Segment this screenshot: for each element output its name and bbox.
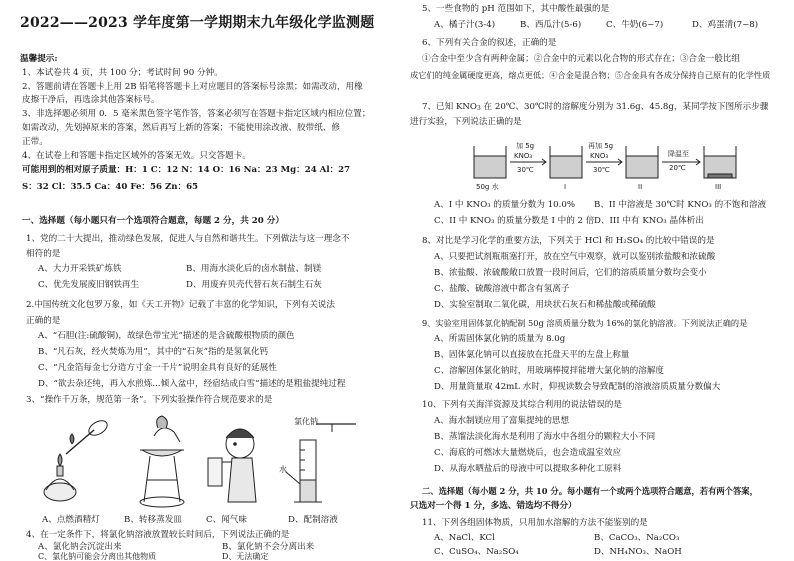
- step2-top: 再加 5g: [588, 142, 614, 150]
- measuring-cylinder-icon: [286, 424, 356, 502]
- q7-option-b: B、II 中溶液是 30℃时 KNO₃ 的不饱和溶液: [594, 200, 767, 210]
- step1-temp: 30℃: [517, 166, 534, 174]
- tip-3a: 3、非选择题必须用 0．5 毫米黑色签字笔作答，答案必须写在答题卡指定区域内相应位置；: [22, 109, 371, 119]
- beaker-0-icon: [474, 146, 506, 178]
- q1-stem-1: 1、党的二十大提出，推动绿色发展，促进人与自然和谐共生。下列做法与这一理念不: [26, 234, 350, 244]
- q11-option-b: B、CaCO₃、Na₂CO₃: [594, 533, 680, 543]
- q7-stem-2: 进行实验，下列说法正确的是: [410, 117, 522, 127]
- q2-option-b: B、“凡石灰，经火焚炼为用”，其中的“石灰”指的是氢氧化钙: [38, 347, 269, 357]
- tip-3b: 如需改动，先划掉原来的答案，然后再写上新的答案；不能使用涂改液、胶带纸、修: [22, 123, 340, 133]
- q2-stem-1: 2.中国传统文化包罗万象，如《天工开物》记载了丰富的化学知识，下列有关说法: [26, 300, 335, 310]
- step2-chem: KNO₃: [590, 152, 609, 160]
- atomic-masses-1: 可能用到的相对原子质量：H：1 C：12 N：14 O：16 Na：23 Mg：24 Al：27: [22, 165, 351, 175]
- beaker2-label: II: [638, 183, 643, 191]
- q1-option-c: C、优先发展废旧钢铁再生: [38, 280, 140, 290]
- q6-stem: 6、下列有关合金的叙述，正确的是: [422, 38, 557, 48]
- step1-top: 加 5g: [516, 142, 535, 150]
- beaker-2-icon: [626, 146, 658, 178]
- q4-option-b: B、氯化钠不会分离出来: [222, 542, 315, 552]
- q3-apparatus-figure: [32, 410, 380, 512]
- step3-temp: 20℃: [669, 164, 686, 172]
- tip-4: 4、在试卷上和答题卡指定区域外的答案无效。只交答题卡。: [22, 151, 251, 161]
- q5-option-b: B、西瓜汁(5-6): [520, 20, 582, 30]
- q7-stem-1: 7、已知 KNO3 在 20℃、30℃时的溶解度分别为 31.6g、45.8g，某同学按下图所示步骤: [422, 102, 769, 112]
- step1-chem: KNO₃: [514, 152, 533, 160]
- tips-heading: 温馨提示:: [20, 54, 58, 64]
- tip-1: 1、本试卷共 4 页，共 100 分；考试时间 90 分钟。: [22, 68, 223, 78]
- q3-option-a: A、点燃酒精灯: [42, 515, 100, 525]
- step3-top: 降温至: [668, 150, 689, 158]
- tip-3c: 正带。: [22, 137, 48, 147]
- q7-beaker-diagram: [468, 136, 768, 192]
- q5-stem: 5、一些食物的 pH 范围如下，其中酸性最强的是: [422, 4, 610, 14]
- q2-option-a: A、“石胆(注:硫酸铜)，故绿色带宝光”描述的是含硫酸根物质的颜色: [38, 331, 295, 341]
- q11-option-a: A、NaCl、KCl: [434, 533, 495, 543]
- q9-stem: 9、实验室用固体氯化钠配制 50g 溶质质量分数为 16%的氯化钠溶液。下列说法正确的是: [422, 318, 748, 328]
- step2-temp: 30℃: [593, 166, 610, 174]
- beaker-3-icon: [704, 146, 736, 178]
- q8-option-c: C、盐酸、硫酸溶液中都含有氢离子: [434, 284, 570, 294]
- q10-option-b: B、蒸馏法淡化海水是利用了海水中各组分的颗粒大小不同: [434, 432, 656, 442]
- q1-option-d: D、用废弃贝壳代替石灰石制生石灰: [186, 280, 322, 290]
- q9-option-b: B、固体氯化钠可以直接放在托盘天平的左盘上称量: [434, 350, 630, 360]
- q9-option-c: C、溶解固体氯化钠时，用玻璃棒搅拌能增大氯化钠的溶解度: [434, 366, 665, 376]
- q11-stem: 11、下列各组固体物质，只用加水溶解的方法不能鉴别的是: [422, 518, 648, 528]
- q1-option-b: B、用海水淡化后的卤水制盐、制镁: [186, 264, 322, 274]
- section2-heading-1: 二、选择题（每小题 2 分，共 10 分。每小题有一个或两个选项符合题意，若有两个答案，: [422, 486, 758, 496]
- section2-heading-2: 只选对一个得 1 分，多选、错选均不得分）: [410, 501, 577, 511]
- q7-stem-1a: 7、已知 KNO: [422, 102, 477, 112]
- atomic-masses-2: S：32 Cl：35.5 Ca：40 Fe：56 Zn：65: [22, 182, 199, 192]
- q6-line-1: ①合金中至少含有两种金属；②合金中的元素以化合物的形式存在；③合金一般比组: [422, 54, 740, 64]
- q8-stem: 8、对比是学习化学的重要方法，下列关于 HCl 和 H₂SO₄ 的比较中错误的是: [422, 236, 715, 246]
- q10-option-a: A、海水制镁应用了富集提纯的思想: [434, 416, 570, 426]
- q4-stem: 4、在一定条件下，将氯化钠溶液放置较长时间后，下列说法正确的是: [26, 530, 290, 540]
- label-nacl: 氯化钠: [294, 417, 318, 426]
- q8-option-a: A、只要把试剂瓶瓶塞打开，放在空气中观察，就可以鉴别浓盐酸和浓硫酸: [434, 252, 716, 262]
- q4-option-d: D、无法确定: [222, 552, 269, 561]
- q2-stem-2: 正确的是: [26, 316, 61, 326]
- q10-option-d: D、从海水晒盐后的母液中可以提取多种化工原料: [434, 464, 622, 474]
- q10-stem: 10、下列有关海洋资源及其综合利用的说法错误的是: [422, 400, 622, 410]
- label-water: 水: [279, 465, 287, 474]
- alcohol-lamp-icon: [44, 418, 110, 501]
- q11-option-c: C、CuSO₄、Na₂SO₄: [434, 547, 519, 557]
- section1-heading: 一、选择题（每小题只有一个选项符合题意，每题 2 分，共 20 分）: [22, 216, 284, 226]
- q2-option-d: D、“欲去杂还纯，再入水煎炼...倾入盆中，经宿结成白雪”描述的是粗盐提纯过程: [38, 379, 346, 389]
- q5-option-d: D、鸡蛋清(7~8): [692, 20, 759, 30]
- q10-option-c: C、海底的可燃冰大量燃烧后，也会造成温室效应: [434, 448, 622, 458]
- tip-2a: 2、答题前请在答题卡上用 2B 铅笔将答题卡上对应题目的答案标号涂黑；如需改动，用橡: [22, 82, 363, 92]
- q6-line-2: 成它们的纯金属硬度更高，熔点更低；④合金是混合物；⑤合金具有各成分保持自己原有的化学性质: [410, 70, 771, 80]
- q1-option-a: A、大力开采铁矿炼铁: [38, 264, 122, 274]
- evaporating-dish-icon: [140, 416, 184, 507]
- beaker1-label: I: [564, 183, 567, 191]
- q7-stem-1b: 在 20℃、30℃时的溶解度分别为 31.6g、45.8g，某同学按下图所示步骤: [480, 102, 769, 112]
- q7-option-a: A、I 中 KNO₃ 的质量分数为 10.0%: [434, 200, 576, 210]
- tip-2b: 皮擦干净后，再选涂其他答案标号。: [22, 95, 160, 105]
- smell-gas-icon: [208, 429, 256, 502]
- beaker-1-icon: [550, 146, 582, 178]
- q3-option-b: B、转移蒸发皿: [124, 515, 182, 525]
- q1-stem-2: 相符的是: [26, 249, 61, 259]
- q3-option-c: C、闻气味: [206, 515, 247, 525]
- exam-title: 2022——2023 学年度第一学期期末九年级化学监测题: [20, 15, 375, 31]
- q2-option-c: C、“凡金箔每金七分造方寸金一千片”说明金具有良好的延展性: [38, 363, 277, 373]
- q3-stem: 3、“操作千万条，规范第一条”。下列实验操作符合规范要求的是: [26, 395, 273, 405]
- q3-option-d: D、配制溶液: [288, 515, 338, 525]
- q5-option-a: A、橘子汁(3-4): [434, 20, 496, 30]
- beaker3-label: III: [715, 183, 722, 191]
- q9-option-d: D、用量筒量取 42mL 水时，仰视读数会导致配制的溶液溶质质量分数偏大: [434, 382, 721, 392]
- q8-option-d: D、实验室制取二氧化碳，用块状石灰石和稀盐酸或稀硫酸: [434, 300, 656, 310]
- q5-option-c: C、牛奶(6~7): [606, 20, 664, 30]
- q7-option-d: D、III 中有 KNO₃ 晶体析出: [594, 216, 704, 226]
- q4-option-a: A、氯化钠会沉淀出来: [38, 542, 122, 552]
- q4-option-c: C、氯化钠可能会分离出其他物质: [38, 552, 157, 561]
- q9-option-a: A、所需固体氯化钠的质量为 8.0g: [434, 334, 566, 344]
- q7-option-c: C、II 中 KNO₃ 的质量分数是 I 中的 2 倍: [434, 216, 595, 226]
- q8-option-b: B、浓盐酸、浓硫酸敞口放置一段时间后，它们的溶质质量分数均会变小: [434, 268, 707, 278]
- q11-option-d: D、NH₄NO₃、NaOH: [594, 547, 682, 557]
- beaker0-label: 50g 水: [476, 183, 499, 191]
